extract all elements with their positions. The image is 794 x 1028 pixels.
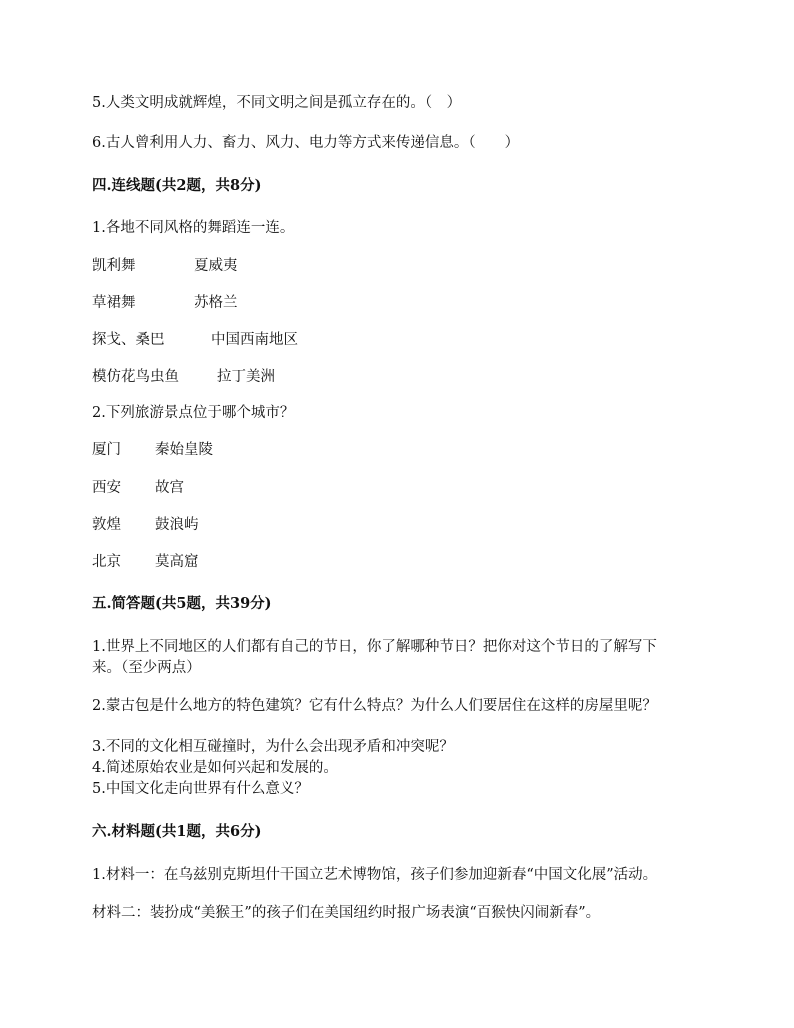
matching-right-item: 秦始皇陵	[155, 442, 213, 458]
section-heading-material: 六.材料题(共1题，共6分)	[92, 823, 262, 840]
matching-right-item: 拉丁美洲	[217, 369, 275, 385]
section-heading-matching: 四.连线题(共2题，共8分)	[92, 177, 262, 194]
short-answer-q2: 2.蒙古包是什么地方的特色建筑？它有什么特点？为什么人们要居住在这样的房屋里呢？	[92, 698, 657, 714]
matching-left-item: 探戈、桑巴	[92, 332, 165, 348]
matching-right-item: 夏威夷	[194, 258, 238, 274]
short-answer-q3: 3.不同的文化相互碰撞时，为什么会出现矛盾和冲突呢？	[92, 739, 454, 755]
matching-left-item: 西安	[92, 480, 121, 496]
short-answer-q1-line1: 1.世界上不同地区的人们都有自己的节日，你了解哪种节日？把你对这个节日的了解写下	[92, 639, 657, 655]
matching-left-item: 厦门	[92, 442, 121, 458]
short-answer-q4: 4.简述原始农业是如何兴起和发展的。	[92, 760, 338, 776]
material-2: 材料二：装扮成“美猴王”的孩子们在美国纽约时报广场表演“百猴快闪闹新春”。	[92, 905, 601, 921]
matching-right-item: 中国西南地区	[211, 332, 298, 348]
matching-left-item: 敦煌	[92, 517, 121, 533]
material-1: 1.材料一：在乌兹别克斯坦什干国立艺术博物馆，孩子们参加迎新春“中国文化展”活动。	[92, 867, 658, 883]
matching-q2-prompt: 2.下列旅游景点位于哪个城市？	[92, 405, 295, 421]
matching-left-item: 模仿花鸟虫鱼	[92, 369, 179, 385]
short-answer-q5: 5.中国文化走向世界有什么意义？	[92, 781, 309, 797]
matching-right-item: 苏格兰	[194, 295, 238, 311]
matching-left-item: 草裙舞	[92, 295, 136, 311]
matching-right-item: 鼓浪屿	[155, 517, 199, 533]
question-s3-6: 6.古人曾利用人力、畜力、风力、电力等方式来传递信息。（ ）	[92, 135, 520, 151]
matching-right-item: 莫高窟	[155, 554, 199, 570]
short-answer-q1-line2: 来。（至少两点）	[92, 660, 201, 676]
matching-left-item: 北京	[92, 554, 121, 570]
section-heading-short-answer: 五.简答题(共5题，共39分)	[92, 595, 272, 612]
matching-q1-prompt: 1.各地不同风格的舞蹈连一连。	[92, 220, 295, 236]
question-s3-5: 5.人类文明成就辉煌，不同文明之间是孤立存在的。（ ）	[92, 95, 462, 111]
matching-left-item: 凯利舞	[92, 258, 136, 274]
matching-right-item: 故宫	[155, 480, 184, 496]
